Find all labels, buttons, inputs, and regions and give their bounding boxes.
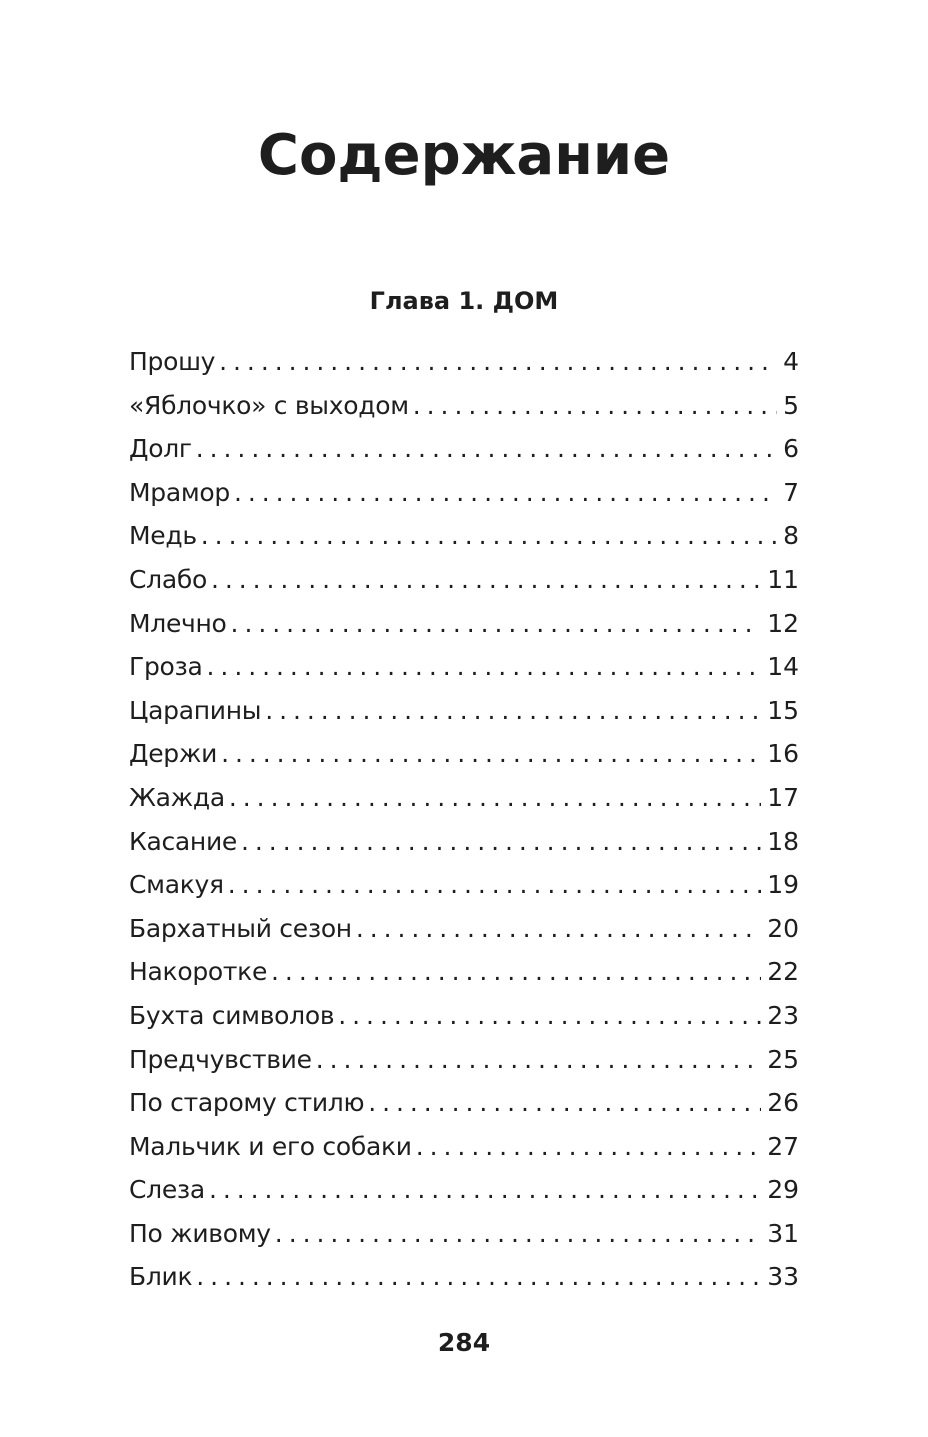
toc-entry-title: По старому стилю [129, 1088, 365, 1118]
toc-entry[interactable] [129, 1081, 799, 1125]
toc-entry-page: 33 [767, 1262, 799, 1292]
dot-leader [241, 820, 761, 864]
dot-leader [209, 1168, 761, 1212]
toc-entry-page: 18 [767, 826, 799, 856]
page-title: Содержание [257, 123, 671, 188]
toc-entry-page: 22 [767, 957, 799, 987]
toc-entry-page: 29 [767, 1175, 799, 1205]
dot-leader [316, 1038, 761, 1082]
toc-entry-page: 23 [767, 1000, 799, 1030]
toc-entry-title: Прошу [129, 347, 216, 376]
dot-leader [413, 384, 777, 428]
toc-entry-title: Жажда [129, 782, 225, 812]
toc-entry-page: 26 [767, 1088, 799, 1118]
dot-leader [201, 514, 777, 558]
dot-leader [271, 950, 761, 994]
toc-entry-title: Долг [129, 434, 192, 464]
toc-entry[interactable] [129, 1255, 799, 1299]
dot-leader [228, 863, 761, 907]
dot-leader [356, 907, 761, 951]
toc-entry-page: 14 [767, 652, 799, 682]
toc-entry-page: 27 [767, 1131, 799, 1161]
dot-leader [219, 340, 777, 384]
toc-entry-title: Царапины [129, 695, 262, 725]
dot-leader [196, 427, 777, 471]
toc-entry-title: Накоротке [129, 957, 268, 987]
dot-leader [229, 776, 761, 820]
toc-entry[interactable] [129, 514, 799, 558]
dot-leader [211, 558, 761, 602]
toc-entry-title: Касание [129, 826, 238, 856]
toc-entry[interactable] [129, 776, 799, 820]
toc-entry-title: Бухта символов [129, 1000, 335, 1030]
toc-entry-page: 6 [783, 434, 799, 464]
toc-entry-title: «Яблочко» с выходом [129, 390, 409, 420]
toc-entry-page: 16 [767, 739, 799, 769]
toc-entry[interactable] [129, 950, 799, 994]
toc-entry-page: 17 [767, 782, 799, 812]
dot-leader [231, 602, 762, 646]
dot-leader [234, 471, 777, 515]
toc-entry-title: По живому [129, 1218, 271, 1248]
toc-entry[interactable] [129, 558, 799, 602]
toc-entry[interactable] [129, 384, 799, 428]
toc-entry-page: 20 [767, 913, 799, 943]
toc-entry[interactable] [129, 340, 799, 384]
toc-entry[interactable] [129, 1038, 799, 1082]
chapter-heading: Глава 1. ДОМ [369, 287, 559, 315]
toc-entry-title: Смакуя [129, 870, 224, 900]
dot-leader [275, 1212, 761, 1256]
toc-entry[interactable] [129, 732, 799, 776]
dot-leader [265, 689, 761, 733]
toc-entry[interactable] [129, 1168, 799, 1212]
toc-entry-title: Мрамор [129, 477, 230, 507]
toc-entry-page: 4 [783, 347, 799, 376]
toc-entry-page: 8 [783, 521, 799, 551]
toc-entry[interactable] [129, 602, 799, 646]
dot-leader [368, 1081, 761, 1125]
toc-entry[interactable] [129, 1212, 799, 1256]
toc-entry-title: Медь [129, 521, 197, 551]
toc-entry[interactable] [129, 427, 799, 471]
toc-entry-page: 19 [767, 870, 799, 900]
toc-entry-page: 5 [783, 390, 799, 420]
toc-entry-page: 7 [783, 477, 799, 507]
dot-leader [221, 732, 761, 776]
toc-entry-title: Млечно [129, 608, 227, 638]
toc-entry-page: 25 [767, 1044, 799, 1074]
toc-entry[interactable] [129, 863, 799, 907]
toc-entry[interactable] [129, 471, 799, 515]
dot-leader [207, 645, 762, 689]
table-of-contents [129, 340, 799, 1299]
toc-entry-title: Гроза [129, 652, 203, 682]
toc-entry-title: Слеза [129, 1175, 205, 1205]
dot-leader [338, 994, 761, 1038]
toc-entry-title: Слабо [129, 564, 207, 594]
toc-entry-page: 15 [767, 695, 799, 725]
toc-entry-title: Мальчик и его собаки [129, 1131, 412, 1161]
toc-entry-title: Бархатный сезон [129, 913, 352, 943]
toc-entry[interactable] [129, 689, 799, 733]
toc-entry[interactable] [129, 820, 799, 864]
toc-entry[interactable] [129, 907, 799, 951]
dot-leader [196, 1255, 761, 1299]
toc-entry-page: 11 [767, 564, 799, 594]
toc-entry-page: 31 [767, 1218, 799, 1248]
toc-entry-page: 12 [767, 608, 799, 638]
toc-entry[interactable] [129, 645, 799, 689]
dot-leader [416, 1125, 761, 1169]
toc-entry-title: Предчувствие [129, 1044, 312, 1074]
toc-entry[interactable] [129, 994, 799, 1038]
toc-entry-title: Блик [129, 1262, 193, 1292]
page-number: 284 [437, 1328, 491, 1357]
toc-entry[interactable] [129, 1125, 799, 1169]
toc-entry-title: Держи [129, 739, 218, 769]
